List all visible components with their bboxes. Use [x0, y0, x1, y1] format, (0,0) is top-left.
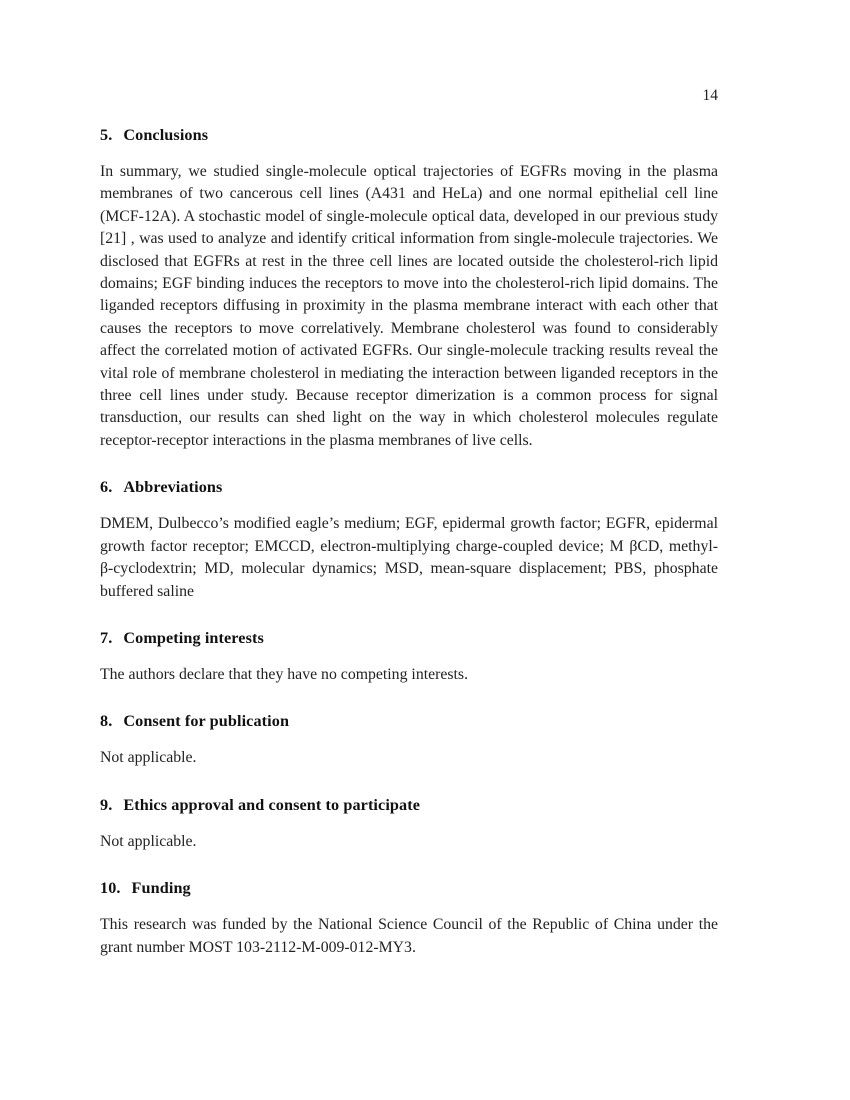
section-consent-for-publication: [100, 712, 718, 769]
section-abbreviations: [100, 478, 718, 603]
section-number: 7.: [100, 628, 113, 647]
section-heading: [100, 478, 718, 497]
section-heading: [100, 126, 718, 145]
section-heading: [100, 796, 718, 815]
section-title: Abbreviations: [123, 478, 223, 497]
section-heading: [100, 629, 718, 648]
section-number: 5.: [100, 126, 113, 144]
section-title: Funding: [131, 879, 191, 898]
section-number: 9.: [100, 795, 113, 814]
section-number: 10.: [100, 879, 121, 898]
section-paragraph: In summary, we studied single-molecule optical trajectories of EGFRs moving in the plasma membranes of two cancerous cell lines (A431 and HeLa) and one normal epithelial cell line (MCF-12A). A stochastic model of single-molecule optical data, developed in our previous study [21] , was used to analyze and identify critical information from single-molecule trajectories. We disclosed that EGFRs at rest in the three cell lines are located outside the cholesterol-rich lipid domains; EGF binding induces the receptors to move into the cholesterol-rich lipid domains. The liganded receptors diffusing in proximity in the plasma membrane interact with each other that causes the receptors to move correlatively. Membrane cholesterol was found to considerably affect the correlated motion of activated EGFRs. Our single-molecule tracking results reveal the vital role of membrane cholesterol in mediating the interaction between liganded receptors in the three cell lines under study. Because receptor dimerization is a common process for signal transduction, our results can shed light on the way in which cholesterol molecules regulate receptor-receptor interactions in the plasma membranes of live cells.: [100, 163, 718, 449]
section-title: Conclusions: [123, 126, 209, 144]
section-title: Consent for publication: [123, 712, 290, 731]
section-competing-interests: [100, 629, 718, 686]
section-ethics-approval: [100, 796, 718, 853]
section-title: Ethics approval and consent to participate: [123, 795, 420, 814]
section-paragraph: This research was funded by the National Science Council of the Republic of China under the grant number MOST 103-2112-M-009-012-MY3.: [100, 916, 718, 956]
section-heading: [100, 879, 718, 898]
section-paragraph: The authors declare that they have no competing interests.: [100, 665, 469, 683]
section-paragraph: Not applicable.: [100, 832, 197, 850]
section-title: Competing interests: [123, 628, 264, 647]
section-conclusions: [100, 126, 718, 452]
section-funding: [100, 879, 718, 959]
section-paragraph: Not applicable.: [100, 749, 197, 767]
page-number: 14: [702, 87, 718, 104]
section-number: 6.: [100, 478, 113, 497]
section-paragraph: DMEM, Dulbecco’s modified eagle’s medium; EGF, epidermal growth factor; EGFR, epidermal growth factor receptor; EMCCD, electron-multiplying charge-coupled device; M βCD, methyl- β-cyclodextrin; MD, molecular dynamics; MSD, mean-square displacement; PBS, phosphate buffered saline: [100, 515, 718, 600]
section-number: 8.: [100, 712, 113, 731]
section-heading: [100, 712, 718, 731]
page-content: [100, 120, 718, 959]
